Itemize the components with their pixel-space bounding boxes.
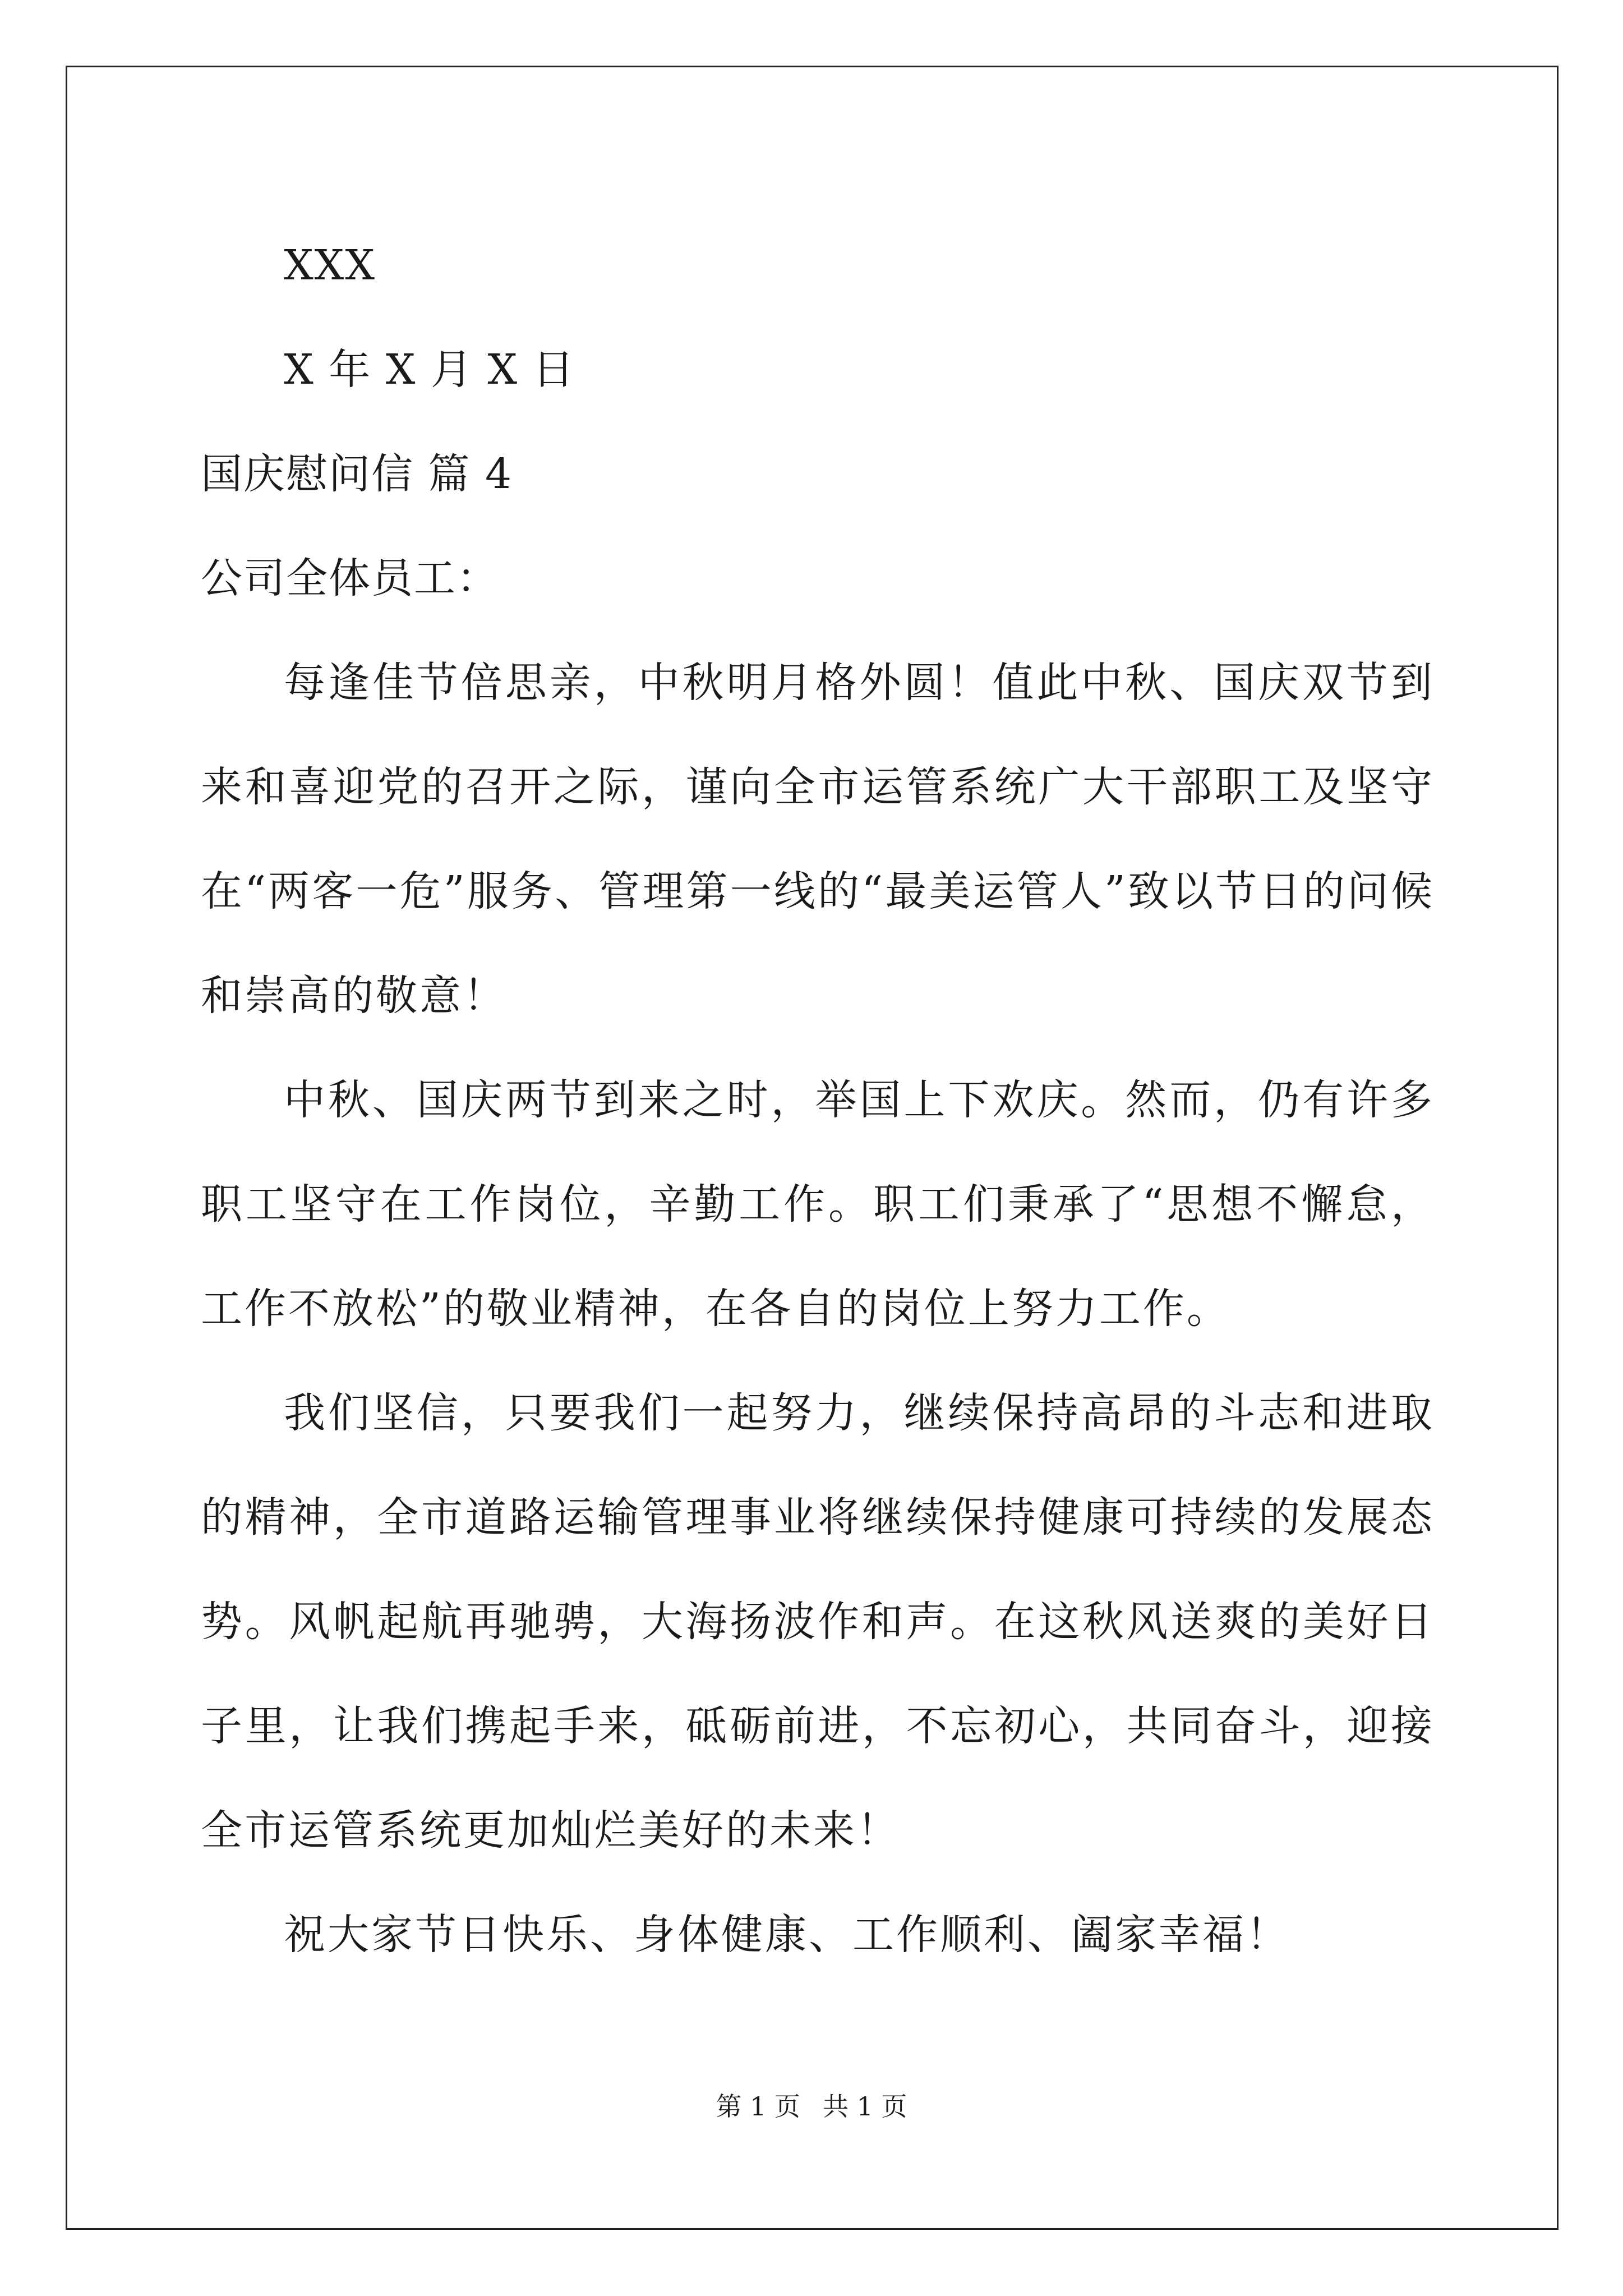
page-number: 第 1 页: [716, 2091, 800, 2122]
section-title: 国庆慰问信 篇 4: [201, 450, 513, 498]
paragraph-4: 祝大家节日快乐、身体健康、工作顺利、阖家幸福！: [284, 1911, 1290, 1959]
paragraph-3: 我们坚信，只要我们一起努力，继续保持高昂的斗志和进取的精神，全市道路运输管理事业将继续保持健康可持续的发展态势。风帆起航再驰骋，大海扬波作和声。在这秋风送爽的美好日子里，让我们携起手来，砥砺前进，不忘初心，共同奋斗，迎接全市运管系统更加灿烂美好的未来！: [201, 1389, 1435, 1855]
document-body: [201, 213, 1435, 1987]
salutation: 公司全体员工：: [201, 554, 499, 602]
letter-date: X 年 X 月 X 日: [284, 346, 575, 394]
paragraph-2: 中秋、国庆两节到来之时，举国上下欢庆。然而，仍有许多职工坚守在工作岗位，辛勤工作。职工们秉承了“思想不懈怠，工作不放松”的敬业精神，在各自的岗位上努力工作。: [201, 1076, 1435, 1333]
signer-name: XXX: [284, 241, 376, 289]
paragraph-1: 每逢佳节倍思亲，中秋明月格外圆！值此中秋、国庆双节到来和喜迎党的召开之际，谨向全市运管系统广大干部职工及坚守在“两客一危”服务、管理第一线的“最美运管人”致以节日的问候和崇高的敬意！: [201, 659, 1435, 1020]
page-total: 共 1 页: [823, 2091, 907, 2122]
page-footer: [0, 2090, 1623, 2123]
